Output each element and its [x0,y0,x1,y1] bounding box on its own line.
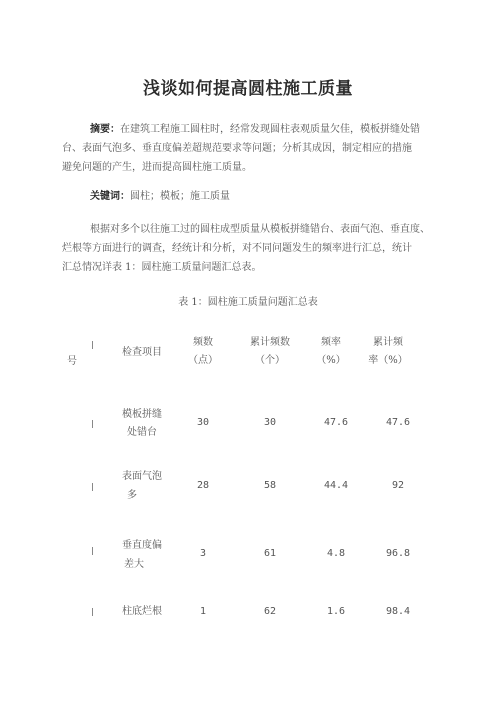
row-number-mark [92,420,96,428]
row-item-line-1: 模板拼缝 [122,409,162,420]
row-number-mark [92,341,96,349]
row-freq: 3 [199,548,207,559]
document-title: 浅谈如何提高圆柱施工质量 [143,79,353,99]
row-freq: 30 [196,417,210,428]
body-line-3: 汇总情况详表 1：圆柱施工质量问题汇总表。 [62,262,262,273]
header-cum-freq-line-1: 累计频数 [250,337,290,348]
row-number-mark [92,547,96,555]
row-item-line-2: 差大 [124,559,144,570]
header-cum-freq-line-2: （个） [255,355,285,366]
abstract-line-1: 摘要：在建筑工程施工圆柱时，经常发现圆柱表观质量欠佳，模板拼缝处错 [90,124,420,135]
row-rate: 47.6 [323,417,349,428]
row-cum-rate: 92 [391,480,405,491]
row-rate: 1.6 [326,606,346,617]
table-caption: 表 1：圆柱施工质量问题汇总表 [178,297,318,308]
row-cum-rate: 47.6 [385,417,411,428]
header-item: 检查项目 [122,347,162,358]
row-item-line-1: 垂直度偏 [122,540,162,551]
row-number-mark [92,608,96,616]
header-rate-line-1: 频率 [321,337,341,348]
row-rate: 44.4 [323,480,349,491]
header-cum-rate-line-2: 率（%） [368,355,408,366]
keywords-text: 圆柱；模板；施工质量 [130,191,230,202]
abstract-line-3: 避免问题的产生，进而提高圆柱施工质量。 [62,162,252,173]
abstract-paragraph [62,120,442,177]
row-number-mark [92,483,96,491]
row-cum-freq: 30 [263,417,277,428]
row-cum-rate: 98.4 [385,606,411,617]
row-freq: 28 [196,480,210,491]
row-cum-freq: 58 [263,480,277,491]
row-rate: 4.8 [326,548,346,559]
row-item-line-1: 柱底烂根 [122,606,162,617]
row-cum-freq: 62 [263,606,277,617]
body-line-2: 烂根等方面进行的调查，经统计和分析，对不同问题发生的频率进行汇总，统计 [62,243,412,254]
abstract-label: 摘要： [90,124,120,135]
row-item-line-1: 表面气泡 [122,471,162,482]
header-no: 号 [67,356,77,367]
row-cum-rate: 96.8 [385,548,411,559]
abstract-line-2: 台、表面气泡多、垂直度偏差超规范要求等问题；分析其成因，制定相应的措施 [62,143,412,154]
keywords-paragraph [62,187,442,206]
body-line-1: 根据对多个以往施工过的圆柱成型质量从模板拼缝错台、表面气泡、垂直度、 [90,224,430,235]
header-freq-line-1: 频数 [193,337,213,348]
keywords-label: 关键词： [90,191,130,202]
body-paragraph [62,220,442,277]
row-item-line-2: 处错台 [127,427,157,438]
row-cum-freq: 61 [263,548,277,559]
header-cum-rate-line-1: 累计频 [373,337,403,348]
row-freq: 1 [199,606,207,617]
header-freq-line-2: （点） [188,355,218,366]
header-rate-line-2: （%） [316,355,346,366]
row-item-line-2: 多 [127,490,137,501]
